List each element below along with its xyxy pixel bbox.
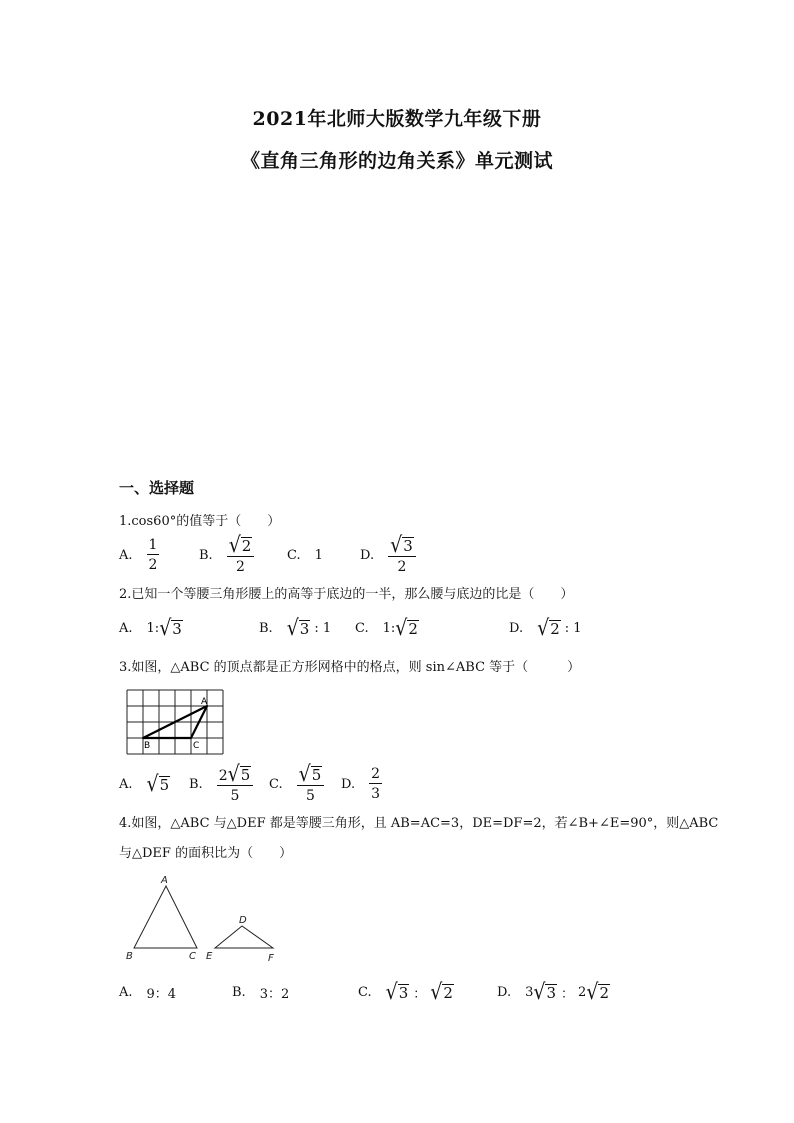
fraction: √ 2 2 [227, 537, 255, 574]
question-4-stem-line1: 4.如图，△ABC 与△DEF 都是等腰三角形，且 AB=AC=3，DE=DF=2，若∠B+∠E=90°，则△ABC [119, 816, 719, 831]
label-d: D [239, 915, 247, 926]
question-1-options [119, 531, 719, 575]
q2-option-b: B. √ 3 : 1 [259, 614, 332, 641]
sqrt: √ 5 [227, 760, 251, 787]
sqrt: √ 3 [286, 614, 310, 641]
sqrt: √ 2 [430, 978, 453, 1005]
question-3-stem: 3.如图，△ABC 的顶点都是正方形网格中的格点，则 sin∠ABC 等于（ ） [119, 660, 581, 675]
question-1-stem: 1.cos60°的值等于（ ） [119, 514, 281, 529]
q3-option-d: D. $\frac{2}{3}$ [341, 766, 381, 802]
q1-option-c: C. 1 [287, 547, 323, 563]
label-b: B [126, 951, 133, 962]
fraction: √ 5 5 [297, 766, 325, 803]
q3-option-b: B. 2 √ 5 5 [189, 764, 253, 804]
q3-option-a: A. √ 5 [119, 770, 170, 797]
fraction: √ 3 2 [388, 537, 416, 574]
fraction: $\frac{2}{3}$ [371, 766, 381, 802]
q4-option-c: C. √ 3 ： √ 2 [358, 978, 453, 1005]
document-title: 2021年北师大版数学九年级下册 [252, 108, 542, 130]
question-2-stem: 2.已知一个等腰三角形腰上的高等于底边的一半，那么腰与底边的比是（ ） [119, 587, 574, 602]
label-f: F [268, 953, 274, 964]
q1-option-a: A. $\frac{1}{2}$ [119, 537, 158, 573]
q4-option-d: D. 3 √ 3 ： 2 √ 2 [497, 978, 609, 1005]
sqrt: √ 5 [146, 770, 170, 797]
sqrt: √ 2 [395, 614, 418, 641]
question-4-options [119, 972, 719, 1012]
q4-option-a: A. 9：4 [119, 984, 177, 1002]
sqrt: √ 3 [390, 531, 413, 558]
fraction: $\frac{1}{2}$ [148, 537, 158, 573]
label-a: A [161, 875, 168, 886]
sqrt: √ 3 [385, 978, 409, 1005]
label-a: A [201, 697, 208, 707]
q2-option-c: C. 1: √ 2 [355, 614, 418, 641]
q1-option-b: B. √ 2 2 [199, 535, 254, 575]
sqrt: √ 2 [586, 978, 609, 1005]
label-b: B [144, 741, 151, 751]
fraction: 2 √ 5 5 [217, 766, 254, 803]
q2-option-d: D. √ 2 : 1 [509, 614, 582, 641]
grid-triangle-figure [125, 687, 230, 757]
section-heading: 一、选择题 [119, 479, 195, 497]
question-2-options [119, 608, 719, 648]
sqrt: √ 3 [159, 614, 182, 641]
q4-option-b: B. 3：2 [232, 984, 290, 1002]
label-c: C [189, 951, 196, 962]
q2-option-a: A. 1: √ 3 [119, 614, 182, 641]
question-4-stem-line2: 与△DEF 的面积比为（ ） [119, 846, 293, 861]
label-e: E [206, 951, 213, 962]
triangle-def [215, 926, 273, 948]
triangle-abc [134, 886, 197, 948]
sqrt: √ 5 [298, 760, 322, 787]
label-c: C [193, 741, 200, 751]
document-subtitle: 《直角三角形的边角关系》单元测试 [240, 150, 553, 172]
sqrt: √ 2 [537, 614, 560, 641]
q3-option-c: C. √ 5 5 [269, 764, 324, 804]
q1-option-d: D. √ 3 2 [360, 535, 416, 575]
sqrt: √ 3 [533, 978, 557, 1005]
sqrt: √ 2 [228, 531, 252, 558]
isosceles-triangles-figure [120, 872, 290, 967]
question-3-options [119, 760, 719, 804]
